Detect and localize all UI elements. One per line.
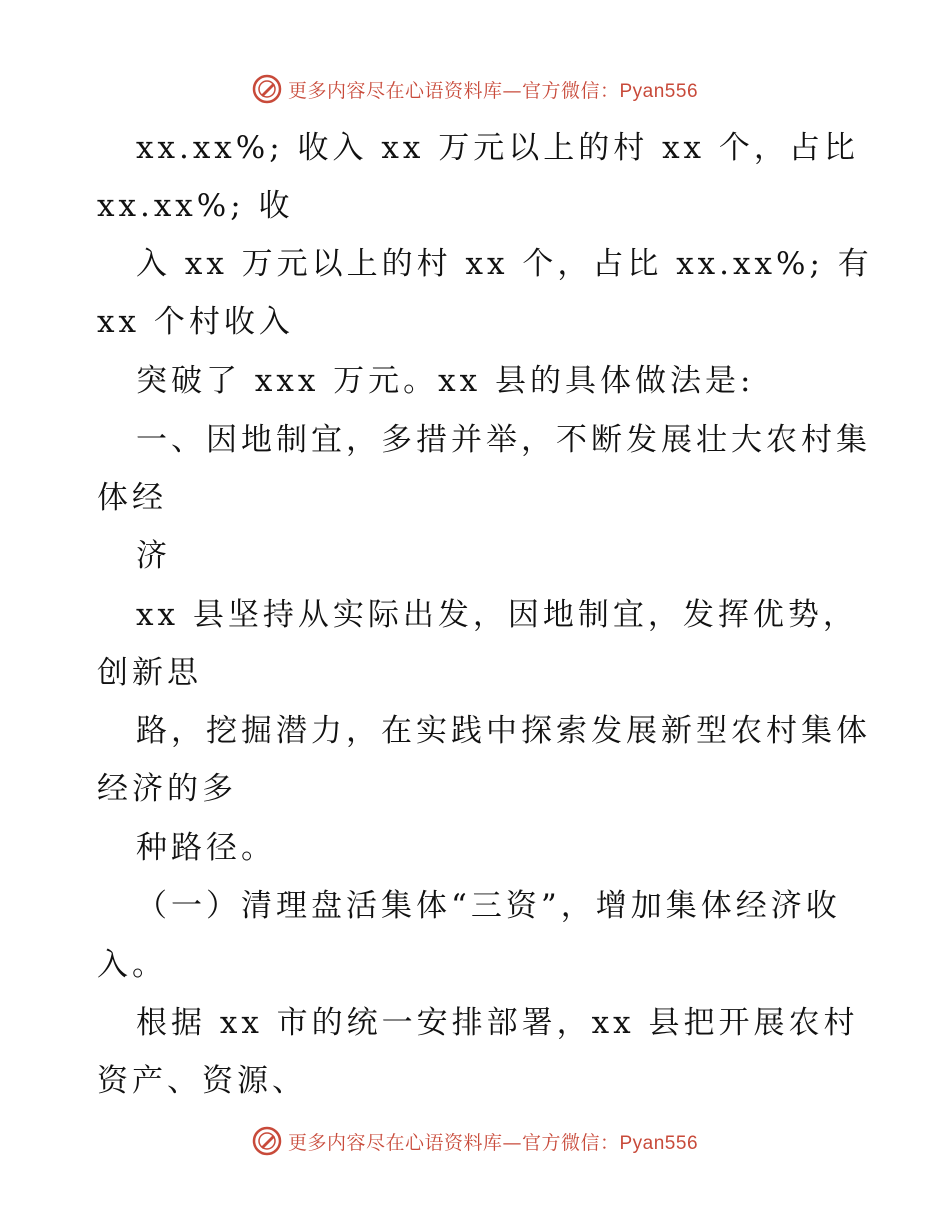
watermark-text: 更多内容尽在心语资料库—官方微信：Pyan556 [287, 79, 699, 102]
text-line: 根据 xx 市的统一安排部署，xx 县把开展农村 [136, 1005, 859, 1041]
text-line: 突破了 xxx 万元。xx 县的具体做法是: [136, 363, 755, 399]
text-line: （一）清理盘活集体“三资”，增加集体经济收 [136, 888, 841, 924]
pen-logo-icon [252, 1126, 282, 1156]
text-line: xx.xx%; 收入 xx 万元以上的村 xx 个，占比 [136, 130, 859, 166]
text-line: 路，挖掘潜力，在实践中探索发展新型农村集体 [136, 713, 871, 749]
footer-watermark [0, 1124, 950, 1158]
watermark-wechat-id: Pyan556 [619, 1132, 699, 1154]
pen-logo-icon [252, 74, 282, 104]
text-line: 种路径。 [136, 830, 276, 866]
text-line: 入。 [97, 947, 167, 983]
text-line: 济 [136, 538, 171, 574]
header-watermark [0, 72, 950, 106]
text-line: 资产、资源、 [97, 1063, 307, 1099]
text-line: 入 xx 万元以上的村 xx 个，占比 xx.xx%; 有 [136, 246, 873, 282]
text-line: xx 个村收入 [97, 304, 294, 340]
text-line: 创新思 [97, 655, 202, 691]
text-line: 经济的多 [97, 771, 237, 807]
text-line: xx.xx%; 收 [97, 188, 294, 224]
text-line: 一、因地制宜，多措并举，不断发展壮大农村集 [136, 422, 871, 458]
text-line: 体经 [97, 480, 167, 516]
watermark-wechat-id: Pyan556 [619, 80, 699, 102]
watermark-text: 更多内容尽在心语资料库—官方微信：Pyan556 [287, 1131, 699, 1154]
text-line: xx 县坚持从实际出发，因地制宜，发挥优势， [136, 597, 858, 633]
